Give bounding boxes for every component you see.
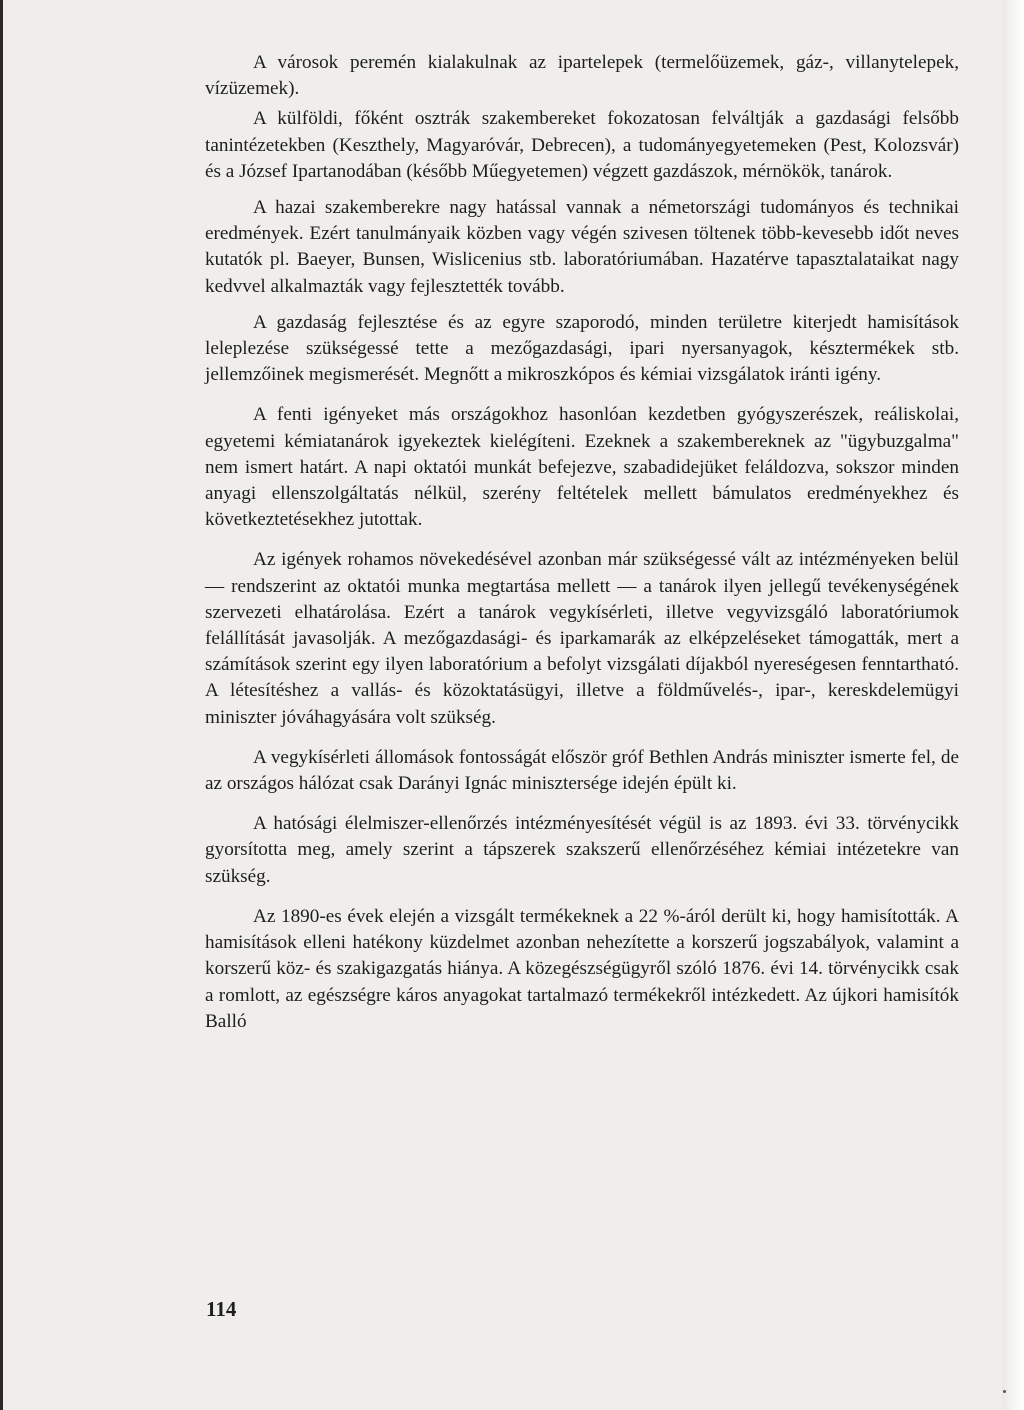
paragraph-8: A hatósági élelmiszer-ellenőrzés intézményesítését végül is az 1893. évi 33. törvénycikk gyorsította meg, amely szerint a tápszerek szakszerű ellenőrzéséhez kémiai intézetekre van szükség. [205, 813, 959, 887]
page-binding-edge [0, 0, 3, 1410]
paragraph-3: A hazai szakemberekre nagy hatással vannak a németországi tudományos és technikai eredmények. Ezért tanulmányaik közben vagy végén szivesen töltenek több-kevesebb időt neves kutatók pl. Baeyer, Bunsen, Wislicenius stb. laboratóriumában. Hazatérve tapasztalataikat nagy kedvvel alkalmazták vagy fejlesztették tovább. [205, 197, 959, 297]
paragraph-5: A fenti igényeket más országokhoz hasonlóan kezdetben gyógyszerészek, reáliskolai, egyetemi kémiatanárok igyekeztek kielégíteni. Ezeknek a szakembereknek az "ügybuzgalma" nem ismert határt. A napi oktatói munkát befejezve, szabadidejüket feláldozva, sokszor minden anyagi ellenszolgáltatás nélkül, szerény feltételek mellett bámulatos eredményekhez és következtetésekhez jutottak. [205, 404, 959, 531]
scan-speck [1003, 1390, 1006, 1393]
paragraph-6: Az igények rohamos növekedésével azonban már szükségessé vált az intézményeken belül — rendszerint az oktatói munka megtartása mellett — a tanárok ilyen jellegű tevékenységének szervezeti elhatárolása. Ezért a tanárok vegykísérleti, illetve vegyvizsgáló laboratóriumok felállítását javasolják. A mezőgazdasági- és iparkamarák az elképzeléseket támogatták, mert a számítások szerint egy ilyen laboratórium a befolyt vizsgálati díjakból nyereségesen fenntartható. A létesítéshez a vallás- és közoktatásügyi, illetve a földművelés-, ipar-, kereskdelemügyi miniszter jóváhagyására volt szükség. [205, 549, 959, 728]
body-text [205, 50, 959, 1049]
page-number: 114 [206, 1297, 237, 1321]
paragraph-1: A városok peremén kialakulnak az ipartelepek (termelőüzemek, gáz-, villanytelepek, vízüzemek). [205, 52, 959, 100]
paragraph-7: A vegykísérleti állomások fontosságát először gróf Bethlen András miniszter ismerte fel, de az országos hálózat csak Darányi Ignác minisztersége idején épült ki. [205, 746, 959, 795]
paragraph-2: A külföldi, főként osztrák szakembereket fokozatosan felváltják a gazdasági felsőbb tanintézetekben (Keszthely, Magyaróvár, Debrecen), a tudományegyetemeken (Pest, Kolozsvár) és a József Ipartanodában (később Műegyetemen) végzett gazdászok, mérnökök, tanárok. [205, 108, 959, 182]
page-right-edge [1002, 0, 1024, 1410]
paragraph-4: A gazdaság fejlesztése és az egyre szaporodó, minden területre kiterjedt hamisítások leleplezése szükségessé tette a mezőgazdasági, ipari nyersanyagok, késztermékek stb. jellemzőinek megismerését. Megnőtt a mikroszkópos és kémiai vizsgálatok iránti igény. [205, 311, 959, 386]
paragraph-9: Az 1890-es évek elején a vizsgált termékeknek a 22 %-áról derült ki, hogy hamisították. A hamisítások elleni hatékony küzdelmet azonban nehezítette a korszerű jogszabályok, valamint a korszerű köz- és szakigazgatás hiánya. A közegészségügyről szóló 1876. évi 14. törvénycikk csak a romlott, az egészségre káros anyagokat tartalmazó termékekről intézkedett. Az újkori hamisítók Balló [205, 905, 959, 1032]
